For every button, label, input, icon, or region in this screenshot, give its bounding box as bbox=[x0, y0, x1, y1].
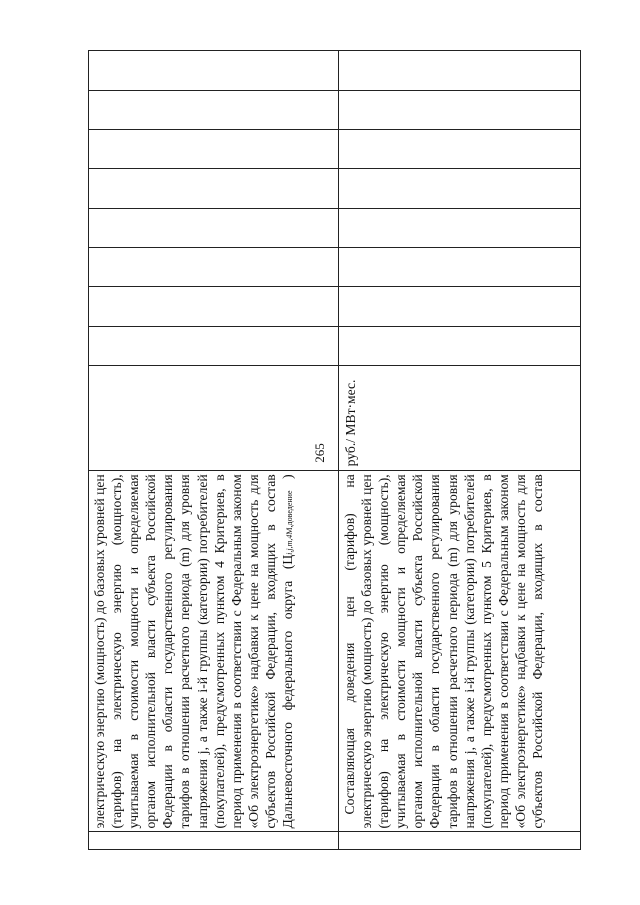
unit-cell bbox=[89, 366, 339, 471]
formula-subscript: i,j,m,4 bbox=[285, 534, 295, 555]
formula-superscript: М,доведение bbox=[285, 490, 295, 535]
unit-cell bbox=[339, 366, 581, 471]
table-row bbox=[89, 51, 339, 850]
value-cell bbox=[339, 51, 581, 91]
index-cell bbox=[89, 832, 339, 850]
value-cell bbox=[339, 169, 581, 208]
value-cell bbox=[89, 326, 339, 365]
table-row bbox=[339, 51, 581, 850]
formula-close: ) bbox=[280, 474, 296, 479]
value-cell bbox=[339, 326, 581, 365]
page-number: 265 bbox=[312, 443, 327, 463]
index-cell bbox=[339, 832, 581, 850]
unit-text: руб./ МВт·мес. bbox=[343, 379, 358, 467]
value-cell bbox=[339, 248, 581, 287]
description-text: электрическую энергию (мощность) до базовых уровней цен (тарифов) на электрическую энергию (мощность), учитываемая в стоимости мощности и определяемая органом исполнительной власти субъекта Российской Федерации в области государственного регулирования тарифов в отношении расчетного периода (m) для уровня напряжения j, а также i-й группы (категории) потребителей (покупателей), предусмотренных пунктом 4 Критериев, в период применения в соответствии с Федеральным законом «Об электроэнергетике» надбавки к цене на мощность для субъектов Российской Федерации, входящих в состав Дальневосточного федерального округа (Ц bbox=[92, 474, 296, 829]
value-cell bbox=[89, 169, 339, 208]
value-cell bbox=[89, 90, 339, 129]
value-cell bbox=[89, 51, 339, 91]
tariff-table bbox=[88, 50, 581, 850]
description-text: Составляющая доведения цен (тарифов) на электрическую энергию (мощность) до базовых уровней цен (тарифов) на электрическую энергию (мощность), учитываемая в стоимости мощности и определяемая органом исполнительной власти субъекта Российской Федерации в области государственного регулирования тарифов в отношении расчетного периода (m) для уровня напряжения j, а также i-й группы (категории) потребителей (покупателей), предусмотренных пунктом 5 Критериев, в период применения в соответствии с Федеральным законом «Об электроэнергетике» надбавки к цене на мощность для субъектов Российской Федерации, входящих в состав bbox=[342, 474, 546, 829]
value-cell bbox=[339, 90, 581, 129]
description-cell bbox=[339, 471, 581, 832]
value-cell bbox=[89, 248, 339, 287]
table-rotated bbox=[88, 50, 580, 850]
value-cell bbox=[89, 208, 339, 247]
value-cell bbox=[89, 129, 339, 168]
description-cell bbox=[89, 471, 339, 832]
value-cell bbox=[89, 287, 339, 326]
table-region bbox=[88, 50, 580, 850]
value-cell bbox=[339, 287, 581, 326]
value-cell bbox=[339, 129, 581, 168]
value-cell bbox=[339, 208, 581, 247]
